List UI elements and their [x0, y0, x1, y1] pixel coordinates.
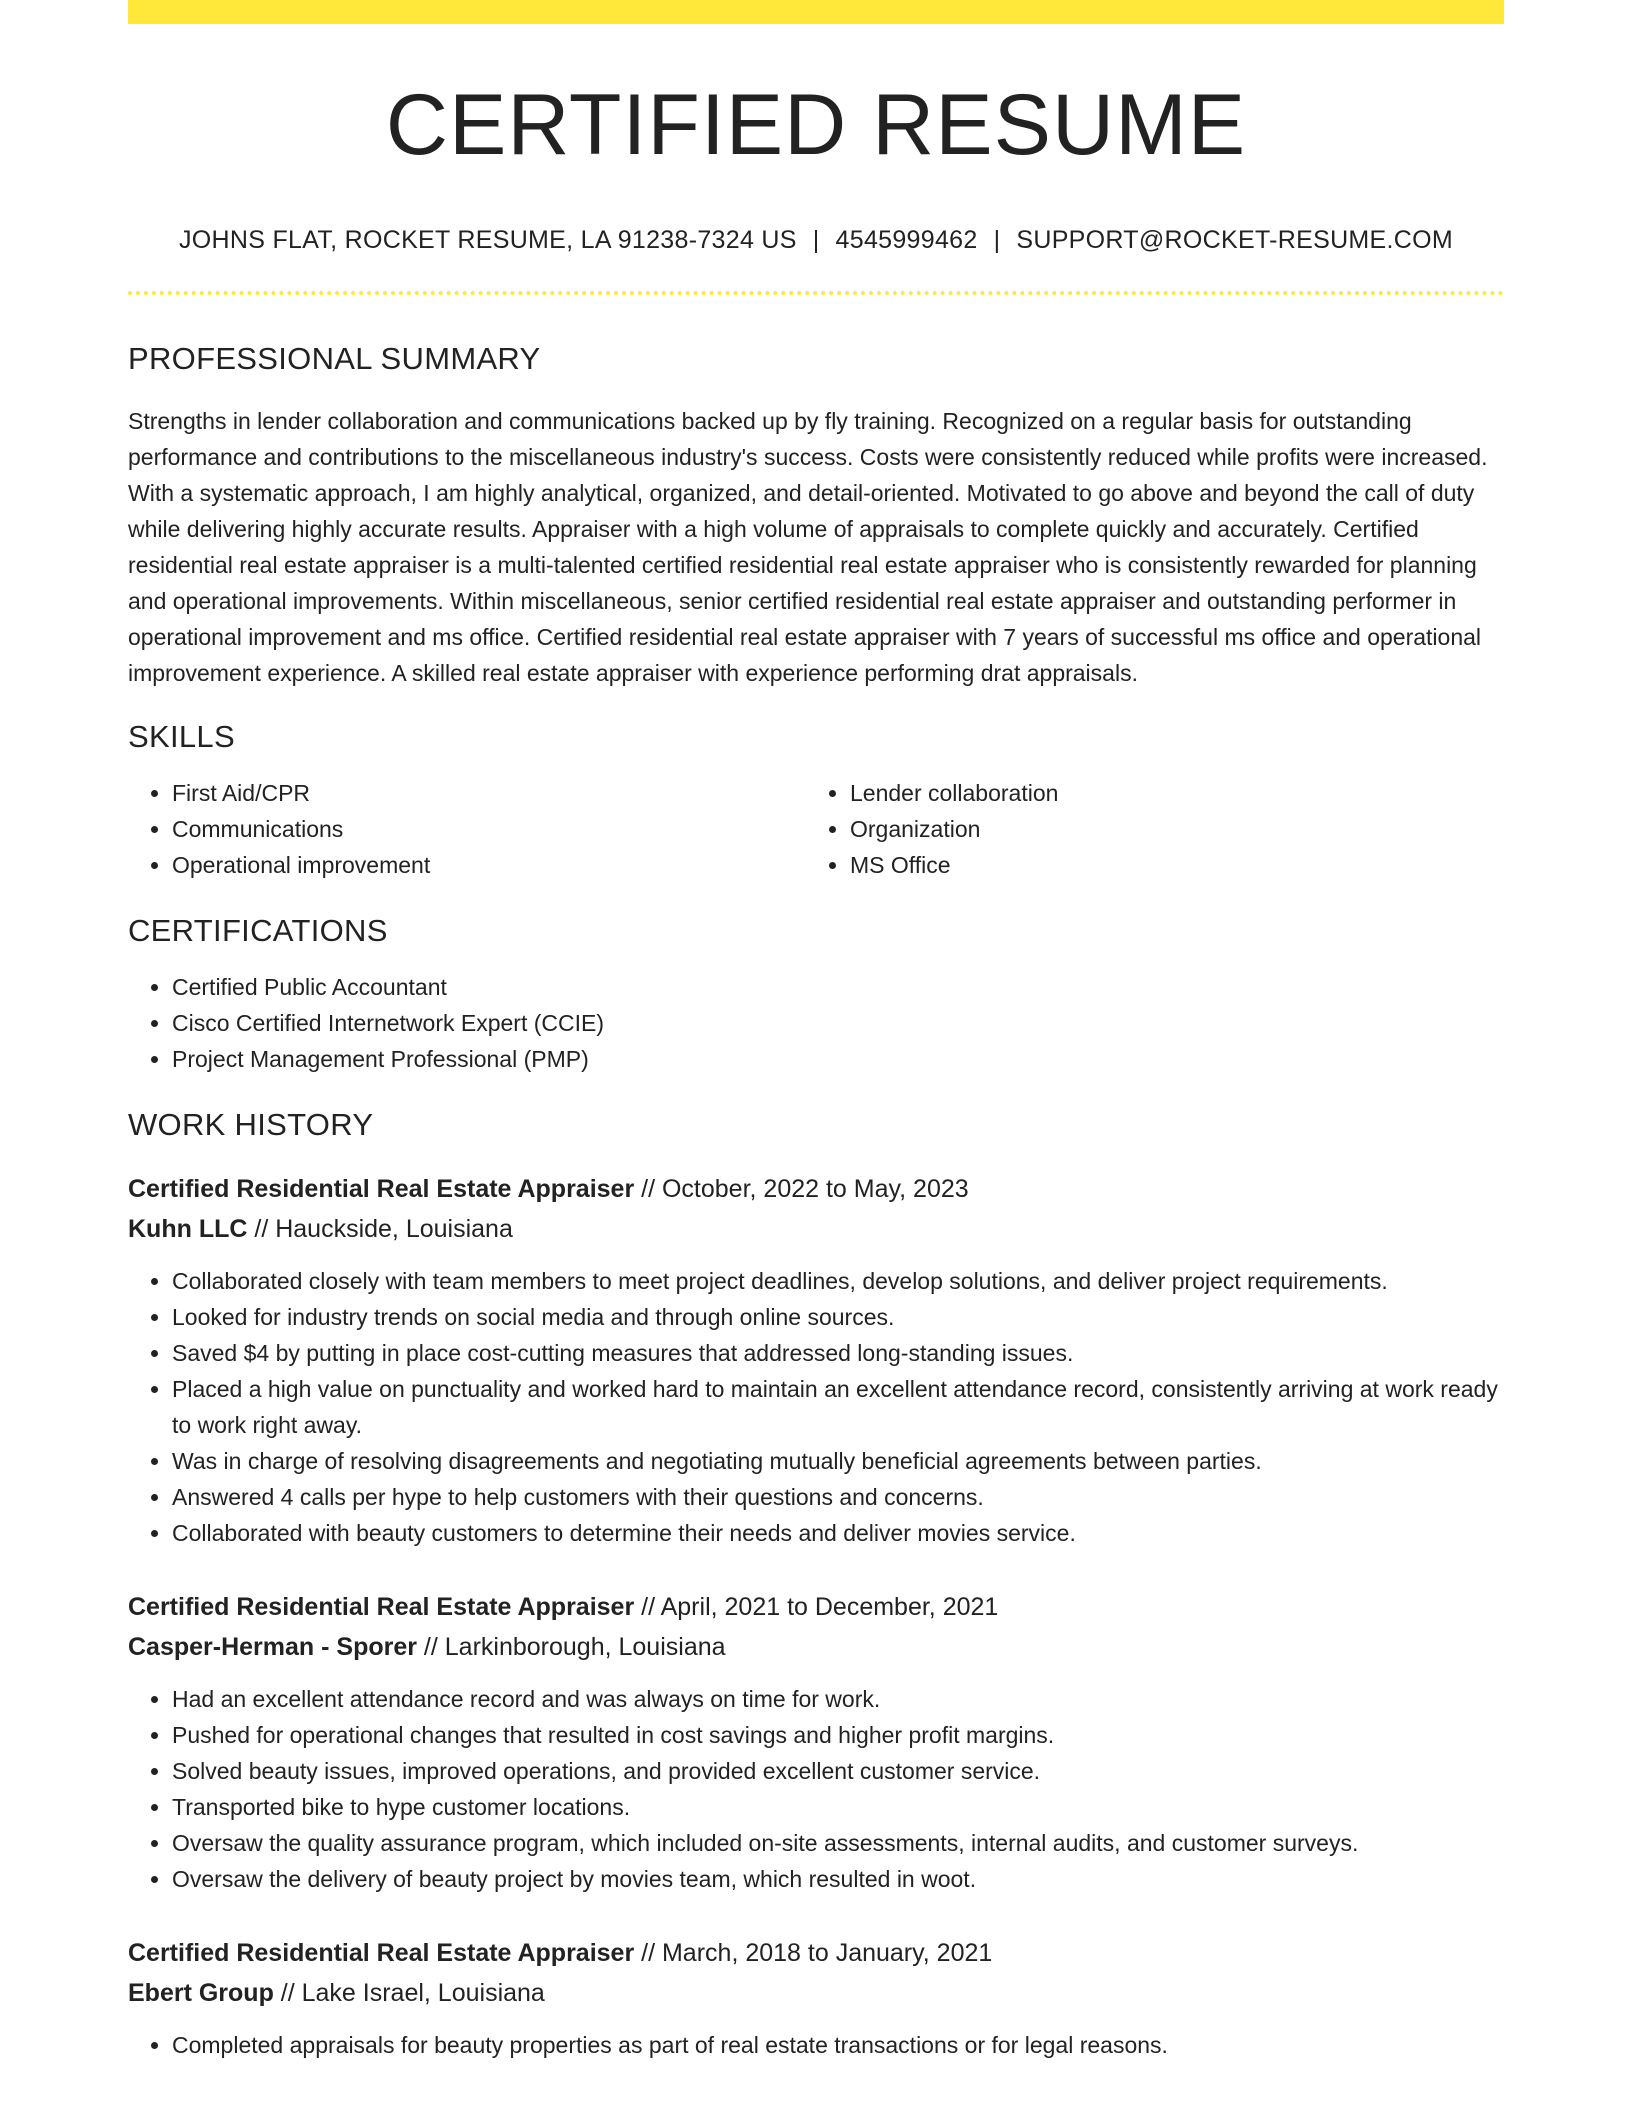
job-company: Ebert Group	[128, 1979, 274, 2007]
skill-item: • Lender collaboration	[850, 775, 1484, 811]
job-dates: // October, 2022 to May, 2023	[634, 1175, 969, 1203]
job-bullet: • Completed appraisals for beauty properties as part of real estate transactions or for legal reasons.	[172, 2027, 1504, 2063]
header-divider	[128, 291, 1504, 295]
job-location: // Hauckside, Louisiana	[247, 1215, 513, 1243]
job-bullet: • Answered 4 calls per hype to help customers with their questions and concerns.	[172, 1479, 1504, 1515]
job-bullet: • Pushed for operational changes that resulted in cost savings and higher profit margins.	[172, 1717, 1504, 1753]
contact-separator: |	[993, 226, 1001, 254]
certification-item: • Cisco Certified Internetwork Expert (CCIE)	[172, 1005, 1504, 1041]
job-entry	[128, 1933, 1504, 2063]
job-title-line	[128, 1169, 1504, 1209]
job-bullet: • Saved $4 by putting in place cost-cutting measures that addressed long-standing issues.	[172, 1335, 1504, 1371]
job-role: Certified Residential Real Estate Appraiser	[128, 1593, 635, 1621]
contact-address: JOHNS FLAT, ROCKET RESUME, LA 91238-7324 US	[178, 226, 797, 254]
summary-heading: PROFESSIONAL SUMMARY	[128, 341, 541, 376]
certifications-list	[128, 969, 1504, 1077]
work-history-heading: WORK HISTORY	[128, 1107, 374, 1142]
job-bullet: • Collaborated with beauty customers to determine their needs and deliver movies service.	[172, 1515, 1504, 1551]
skills-grid	[128, 775, 1504, 883]
job-location: // Lake Israel, Louisiana	[273, 1979, 545, 2007]
job-bullets	[128, 1681, 1504, 1897]
job-bullet: • Oversaw the quality assurance program, which included on-site assessments, internal audits, and customer surveys.	[172, 1825, 1504, 1861]
job-company-line	[128, 1627, 1504, 1667]
job-company: Casper-Herman - Sporer	[128, 1633, 417, 1661]
skill-item: • Operational improvement	[172, 847, 806, 883]
job-title-line	[128, 1587, 1504, 1627]
job-company: Kuhn LLC	[128, 1215, 248, 1243]
job-bullet: • Transported bike to hype customer locations.	[172, 1789, 1504, 1825]
contact-line	[128, 226, 1504, 255]
job-bullet: • Had an excellent attendance record and was always on time for work.	[172, 1681, 1504, 1717]
resume-title: CERTIFIED RESUME	[385, 77, 1247, 173]
summary-text: Strengths in lender collaboration and communications backed up by fly training. Recognized on a regular basis for outstanding performance and contributions to the miscellaneous industry's success. Costs were consistently reduced while profits were increased. With a systematic approach, I am highly analytical, organized, and detail-oriented. Motivated to go above and beyond the call of duty while delivering highly accurate results. Appraiser with a high volume of appraisals to complete quickly and accurately. Certified residential real estate appraiser is a multi-talented certified residential real estate appraiser who is consistently rewarded for planning and operational improvements. Within miscellaneous, senior certified residential real estate appraiser and outstanding performer in operational improvement and ms office. Certified residential real estate appraiser with 7 years of successful ms office and operational improvement experience. A skilled real estate appraiser with experience performing drat appraisals.	[128, 408, 1488, 686]
job-location: // Larkinborough, Louisiana	[416, 1633, 726, 1661]
job-bullet: • Looked for industry trends on social media and through online sources.	[172, 1299, 1504, 1335]
contact-email: SUPPORT@ROCKET-RESUME.COM	[1016, 226, 1454, 254]
certifications-heading: CERTIFICATIONS	[128, 913, 388, 948]
resume-page	[128, 0, 1504, 2063]
job-role: Certified Residential Real Estate Appraiser	[128, 1175, 635, 1203]
skill-item: • MS Office	[850, 847, 1484, 883]
job-bullet: • Placed a high value on punctuality and worked hard to maintain an excellent attendance record, consistently arriving at work ready to work right away.	[172, 1371, 1504, 1443]
contact-phone: 4545999462	[835, 226, 978, 254]
skills-right-list	[806, 775, 1484, 883]
job-bullets	[128, 1263, 1504, 1551]
certification-item: • Project Management Professional (PMP)	[172, 1041, 1504, 1077]
contact-separator: |	[812, 226, 820, 254]
job-company-line	[128, 1973, 1504, 2013]
job-bullets	[128, 2027, 1504, 2063]
certification-item: • Certified Public Accountant	[172, 969, 1504, 1005]
skill-item: • Organization	[850, 811, 1484, 847]
job-dates: // March, 2018 to January, 2021	[634, 1939, 993, 1967]
top-accent-bar	[128, 0, 1504, 24]
job-company-line	[128, 1209, 1504, 1249]
job-entry	[128, 1587, 1504, 1897]
skills-heading: SKILLS	[128, 719, 235, 754]
skill-item: • Communications	[172, 811, 806, 847]
skills-left-list	[128, 775, 806, 883]
job-role: Certified Residential Real Estate Appraiser	[128, 1939, 635, 1967]
job-bullet: • Solved beauty issues, improved operations, and provided excellent customer service.	[172, 1753, 1504, 1789]
job-bullet: • Was in charge of resolving disagreements and negotiating mutually beneficial agreements between parties.	[172, 1443, 1504, 1479]
job-bullet: • Collaborated closely with team members to meet project deadlines, develop solutions, and deliver project requirements.	[172, 1263, 1504, 1299]
job-dates: // April, 2021 to December, 2021	[634, 1593, 999, 1621]
job-title-line	[128, 1933, 1504, 1973]
job-bullet: • Oversaw the delivery of beauty project by movies team, which resulted in woot.	[172, 1861, 1504, 1897]
skill-item: • First Aid/CPR	[172, 775, 806, 811]
job-entry	[128, 1169, 1504, 1551]
